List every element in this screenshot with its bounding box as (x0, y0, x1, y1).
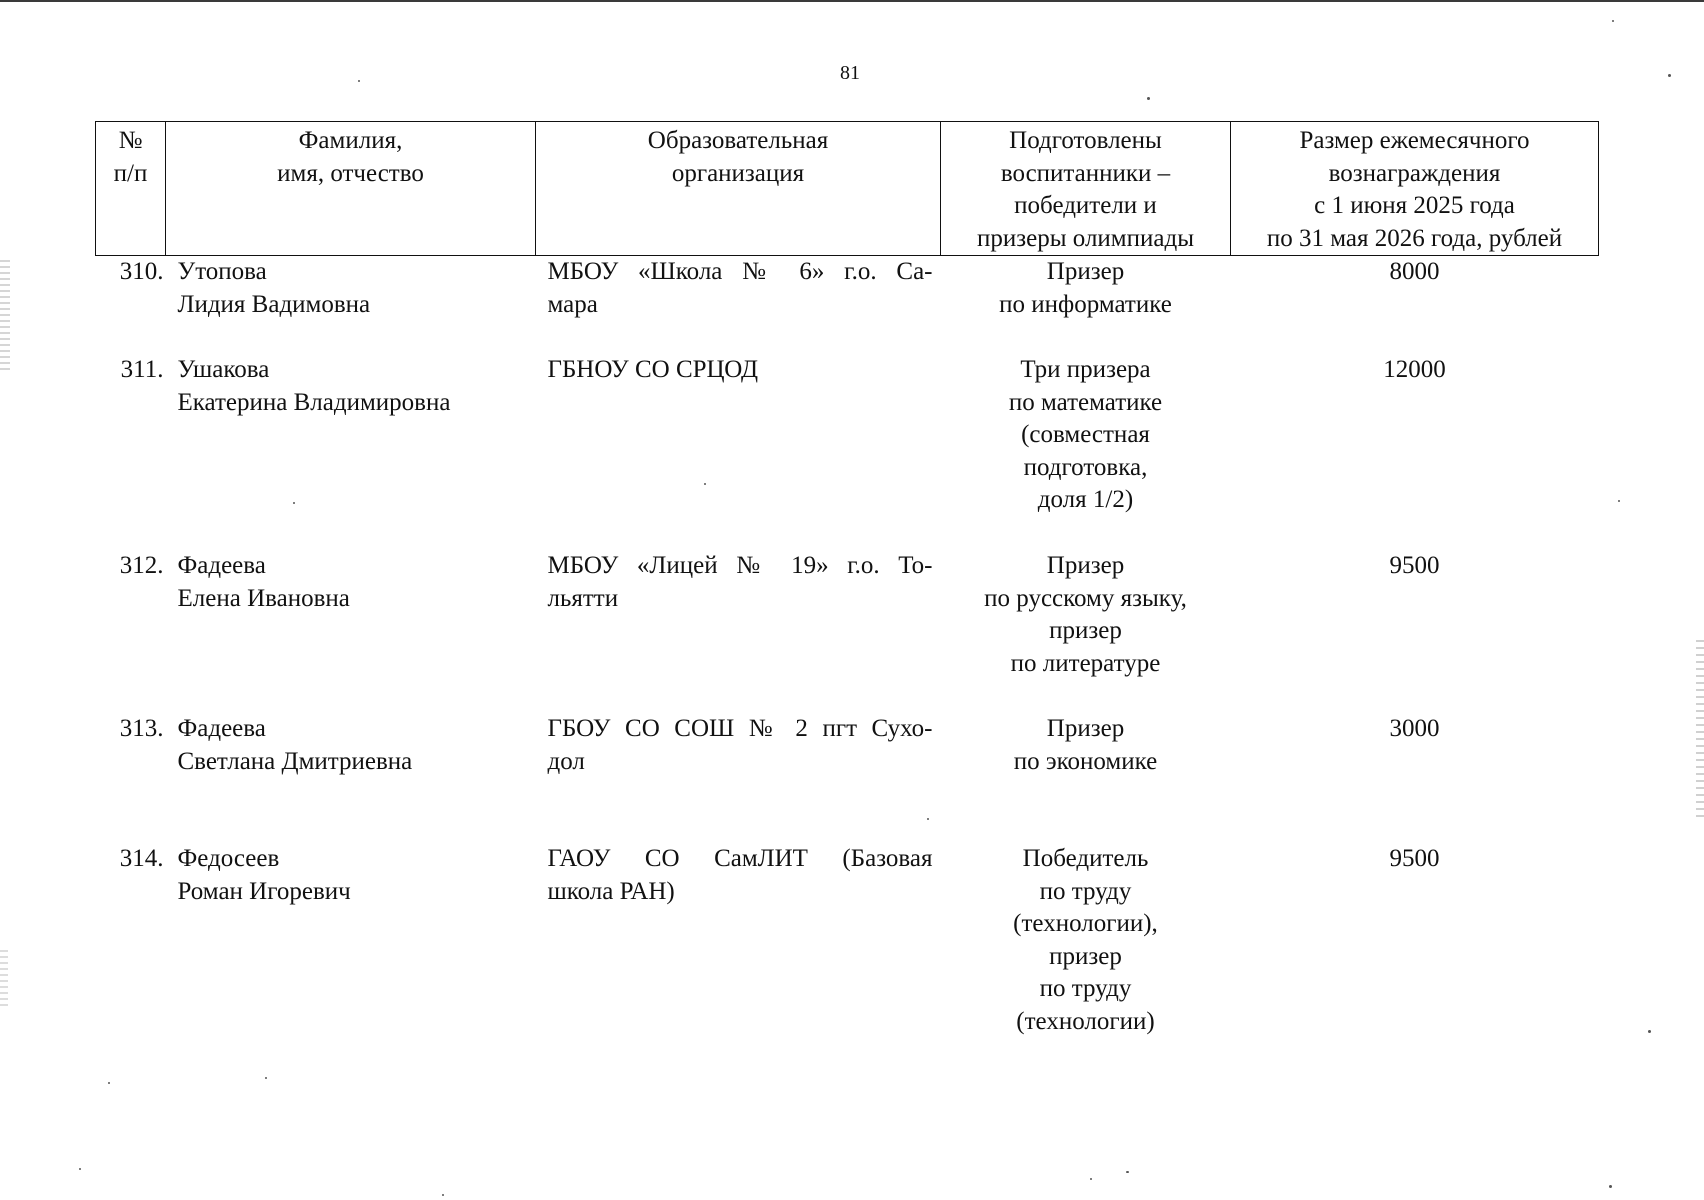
scan-speck (1612, 20, 1614, 22)
header-full-name: Фамилия, имя, отчество (166, 122, 536, 256)
table-row (96, 843, 1599, 1063)
table-row (96, 713, 1599, 843)
scan-edge-noise (1696, 640, 1704, 820)
scan-speck (358, 80, 360, 82)
organization: ГАОУ СО СамЛИТ (Базовая школа РАН) (547, 845, 933, 905)
header-award-amount: Размер ежемесячного вознаграждения с 1 июня 2025 года по 31 мая 2026 года, рублей (1231, 122, 1599, 256)
organization: ГБНОУ СО СРЦОД (547, 356, 759, 383)
scan-speck (1668, 74, 1671, 77)
header-organization: Образовательная организация (536, 122, 941, 256)
row-number: 312. (119, 552, 164, 579)
award-amount: 3000 (1389, 715, 1440, 742)
scan-speck (265, 1077, 267, 1079)
row-number: 314. (119, 845, 164, 872)
award-amount: 12000 (1383, 356, 1446, 383)
scan-speck (704, 483, 706, 485)
award-table (95, 121, 1599, 1063)
organization: ГБОУ СО СОШ № 2 пгт Сухо- дол (547, 715, 933, 775)
organization: МБОУ «Школа № 6» г.о. Са- мара (547, 258, 933, 318)
scan-speck (927, 818, 929, 820)
scan-edge-noise (0, 260, 10, 370)
scan-speck (1126, 1171, 1129, 1173)
award-amount: 8000 (1389, 258, 1440, 285)
achievement: Победитель по труду (технологии), призер по труду (технологии) (1013, 845, 1158, 1035)
header-number: № п/п (96, 122, 166, 256)
full-name: Утопова Лидия Вадимовна (177, 258, 371, 318)
table-row (96, 550, 1599, 713)
full-name: Федосеев Роман Игоревич (177, 845, 351, 905)
award-amount: 9500 (1389, 845, 1440, 872)
page-number: 81 (840, 62, 860, 84)
table-header-row (96, 122, 1599, 256)
scan-speck (79, 1168, 81, 1170)
achievement: Призер по экономике (1013, 715, 1158, 775)
scan-speck (1147, 97, 1150, 100)
row-number: 313. (119, 715, 164, 742)
scan-speck (442, 1194, 444, 1196)
scan-edge-noise (0, 950, 8, 1010)
organization: МБОУ «Лицей № 19» г.о. То- льятти (547, 552, 933, 612)
scan-speck (1609, 1185, 1612, 1188)
award-amount: 9500 (1389, 552, 1440, 579)
scan-speck (1618, 500, 1620, 502)
full-name: Фадеева Елена Ивановна (177, 552, 350, 612)
scan-speck (1648, 1030, 1651, 1033)
full-name: Ушакова Екатерина Владимировна (177, 356, 451, 416)
scan-speck (108, 1082, 110, 1084)
full-name: Фадеева Светлана Дмитриевна (177, 715, 413, 775)
scan-top-border (0, 0, 1704, 2)
scan-speck (293, 502, 295, 504)
table-row (96, 354, 1599, 550)
table-row (96, 256, 1599, 355)
achievement: Призер по русскому языку, призер по литературе (984, 552, 1187, 677)
achievement: Три призера по математике (совместная подготовка, доля 1/2) (1008, 356, 1163, 513)
achievement: Призер по информатике (999, 258, 1172, 318)
scan-speck (1090, 1178, 1092, 1180)
header-achievement: Подготовлены воспитанники – победители и призеры олимпиады (941, 122, 1231, 256)
row-number: 311. (120, 356, 164, 383)
row-number: 310. (119, 258, 164, 285)
